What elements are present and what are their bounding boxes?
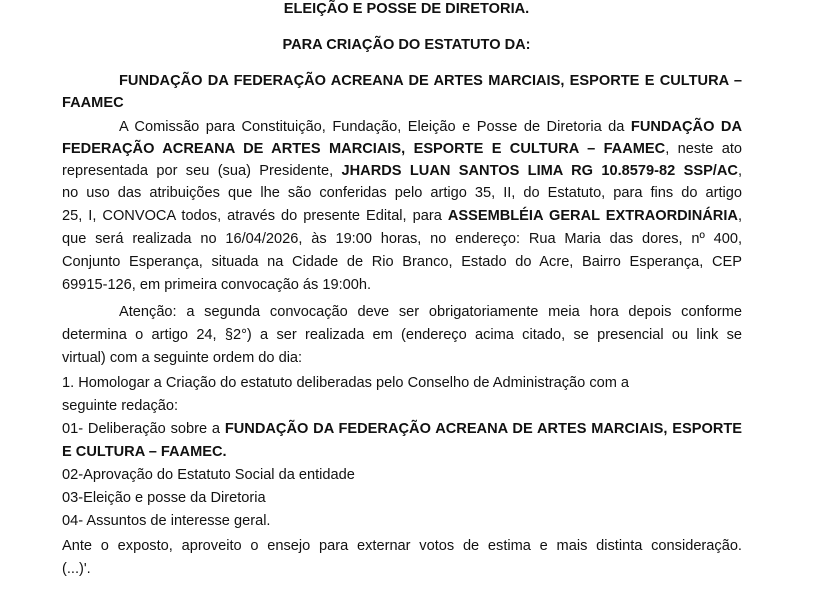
text-span: A Comissão para Constituição, Fundação, Eleição e Posse de Diretoria da — [119, 119, 631, 135]
text-span: representada por seu (sua) Presidente, — [62, 163, 342, 179]
bold-span: FUNDAÇÃO DA — [630, 119, 742, 135]
convocation-paragraph-line-6: que será realizada no 16/04/2026, às 19:00 horas, no endereço: Rua Maria das dores, nº 400, — [62, 231, 742, 247]
convocation-paragraph-line-2 — [62, 138, 742, 160]
agenda-item-1-line-1: 1. Homologar a Criação do estatuto deliberadas pelo Conselho de Administração com a — [62, 375, 630, 391]
agenda-item-03: 03-Eleição e posse da Diretoria — [62, 490, 266, 506]
convocation-paragraph-line-5 — [62, 205, 742, 227]
text-span: 25, I, CONVOCA todos, através do presente Edital, para — [62, 208, 448, 224]
convocation-paragraph-line-4: no uso das atribuições que lhe são conferidas pelo artigo 35, II, do Estatuto, para fins do artigo — [62, 185, 742, 201]
text-span: , — [737, 208, 743, 224]
assembly-title: ASSEMBLÉIA GERAL EXTRAORDINÁRIA — [447, 208, 738, 224]
agenda-item-01-line-2: E CULTURA – FAAMEC. — [62, 444, 227, 460]
convocation-paragraph-line-1 — [119, 116, 742, 138]
agenda-item-1-line-2: seguinte redação: — [62, 398, 179, 414]
president-name: JHARDS LUAN SANTOS LIMA RG 10.8579-82 SSP/AC — [341, 163, 738, 179]
document-subheading: PARA CRIAÇÃO DO ESTATUTO DA: — [282, 37, 531, 53]
text-span: , neste ato — [665, 141, 742, 157]
convocation-paragraph-line-7: Conjunto Esperança, situada na Cidade de Rio Branco, Estado do Acre, Bairro Esperança, CEP — [62, 254, 742, 270]
text-span: , — [737, 163, 742, 179]
agenda-item-01-line-1 — [62, 418, 742, 440]
document-heading: ELEIÇÃO E POSSE DE DIRETORIA. — [283, 1, 530, 17]
convocation-paragraph-line-3 — [62, 160, 742, 182]
attention-paragraph-line-3: virtual) com a seguinte ordem do dia: — [62, 350, 303, 366]
closing-ending: (...)'. — [62, 561, 91, 577]
agenda-item-04: 04- Assuntos de interesse geral. — [62, 513, 271, 529]
foundation-title-line-1: FUNDAÇÃO DA FEDERAÇÃO ACREANA DE ARTES MARCIAIS, ESPORTE E CULTURA – — [119, 73, 742, 89]
text-span: 01- Deliberação sobre a — [62, 421, 225, 437]
foundation-title-line-2: FAAMEC — [62, 95, 124, 111]
bold-span: FUNDAÇÃO DA FEDERAÇÃO ACREANA DE ARTES MARCIAIS, ESPORTE — [224, 421, 743, 437]
convocation-paragraph-line-8: 69915-126, em primeira convocação ás 19:00h. — [62, 277, 372, 293]
agenda-item-02: 02-Aprovação do Estatuto Social da entidade — [62, 467, 355, 483]
closing-line: Ante o exposto, aproveito o ensejo para externar votos de estima e mais distinta consideração. — [62, 538, 742, 554]
attention-paragraph-line-2: determina o artigo 24, §2°) a ser realizada em (endereço acima citado, se presencial ou link se — [62, 327, 742, 343]
attention-paragraph-line-1: Atenção: a segunda convocação deve ser obrigatoriamente meia hora depois conforme — [119, 304, 742, 320]
bold-span: FEDERAÇÃO ACREANA DE ARTES MARCIAIS, ESPORTE E CULTURA – FAAMEC — [62, 141, 666, 157]
